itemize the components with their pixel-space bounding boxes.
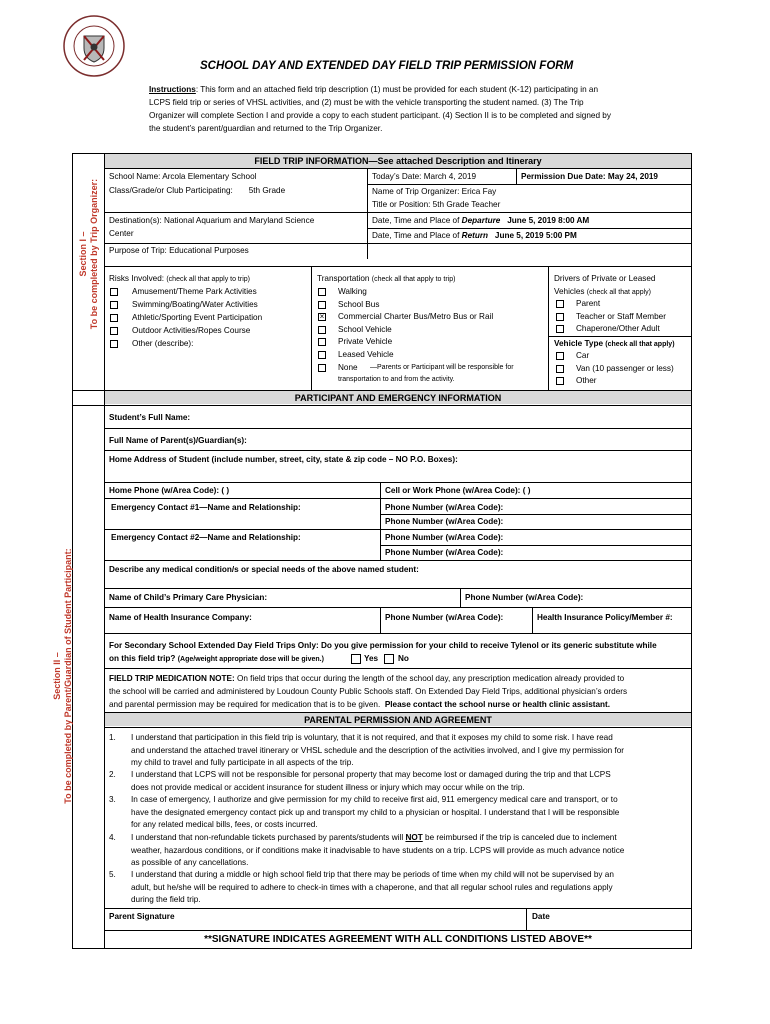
- vehicle-type-title: [554, 339, 675, 350]
- medication-note-text-3: and parental permission may be required for medication that is to be given.: [109, 700, 381, 709]
- tylenol-question-2: [109, 654, 324, 665]
- medication-note-line-1: [109, 674, 624, 684]
- section-2-title: Section II –: [52, 652, 62, 700]
- drivers-label: Vehicles: [554, 287, 585, 296]
- instructions-line-4: the student’s parent/guardian and returned to the Trip Organizer.: [149, 124, 383, 133]
- insurance-policy-field[interactable]: Health Insurance Policy/Member #:: [537, 613, 673, 622]
- instructions-text-1: : This form and an attached field trip description (1) must be provided for each student (K-12) participating in an: [195, 85, 599, 94]
- home-address-field[interactable]: Home Address of Student (include number, street, city, state & zip code – NO P.O. Boxes):: [109, 455, 458, 464]
- medical-condition-field[interactable]: Describe any medical condition/s or special needs of the above named student:: [109, 565, 419, 574]
- transport-label: Transportation: [317, 274, 370, 283]
- destination-line-1: Destination(s): National Aquarium and Maryland Science: [109, 216, 315, 225]
- agreement-item-number: 2.: [109, 770, 116, 779]
- section-1-subtitle: To be completed by Trip Organizer:: [89, 178, 99, 330]
- section-2-subtitle: To be completed by Parent/Guardian of Student Participant:: [63, 548, 73, 804]
- field-trip-info-header: FIELD TRIP INFORMATION—See attached Description and Itinerary: [254, 156, 542, 166]
- agreement-not-emphasis: NOT: [405, 833, 423, 842]
- agreement-item-text: my child to travel and fully participate in all aspects of the trip.: [131, 758, 354, 767]
- medication-note-text-1: On field trips that occur during the length of the school day, any prescription medication already provided to: [234, 674, 625, 683]
- drivers-title-2: [554, 287, 651, 298]
- vehicle-type-label: Other: [576, 376, 597, 385]
- participant-info-header: PARTICIPANT AND EMERGENCY INFORMATION: [294, 393, 502, 403]
- vehicle-type-checkbox[interactable]: [556, 377, 564, 385]
- agreement-item-number: 4.: [109, 833, 116, 842]
- section-2-side-label: [52, 526, 74, 826]
- instructions-line-3: Organizer will complete Section I and provide a copy to each student participant. (4) Section II is to be completed and signed by: [149, 111, 611, 120]
- risks-note: (check all that apply to trip): [166, 276, 250, 283]
- trip-organizer-title: Title or Position: 5th Grade Teacher: [372, 200, 501, 209]
- medication-note-contact: Please contact the school nurse or health clinic assistant.: [384, 700, 611, 709]
- agreement-item-number: 3.: [109, 795, 116, 804]
- school-seal-logo: [62, 14, 126, 78]
- transport-checkbox[interactable]: [318, 326, 326, 334]
- emergency-2-phone-b[interactable]: Phone Number (w/Area Code):: [385, 548, 504, 557]
- driver-checkbox[interactable]: [556, 313, 564, 321]
- return-info: [372, 231, 577, 241]
- agreement-item-text: I understand that during a middle or high school field trip that there may be periods of time when my child will not be supervised by an: [131, 870, 614, 879]
- risks-label: Risks Involved:: [109, 274, 165, 283]
- agreement-item-number: 1.: [109, 733, 116, 742]
- instructions-label: Instructions: [149, 85, 196, 94]
- tylenol-question-1: For Secondary School Extended Day Field Trips Only: Do you give permission for your child to receive Tylenol or its generic substitute while: [109, 641, 657, 650]
- transport-checkbox[interactable]: ×: [319, 312, 325, 322]
- parental-agreement-header: PARENTAL PERMISSION AND AGREEMENT: [304, 715, 492, 725]
- transport-label: None: [338, 362, 358, 372]
- agreement-item-text: and understand the attached travel itinerary or VHSL schedule and the description of the activities involved, and I give my permission for: [131, 745, 625, 755]
- agreement-item-number: 5.: [109, 870, 116, 879]
- transport-label: School Bus: [338, 299, 380, 309]
- class-grade-value: 5th Grade: [248, 186, 286, 195]
- agreement-item-text: does not provide medical or accident insurance for student illness or injury which may occur while on the trip.: [131, 782, 525, 792]
- driver-label: Chaperone/Other Adult: [576, 324, 660, 333]
- driver-checkbox[interactable]: [556, 300, 564, 308]
- driver-label: Teacher or Staff Member: [576, 311, 666, 321]
- tylenol-no-label: No: [398, 654, 409, 663]
- todays-date: Today’s Date: March 4, 2019: [372, 172, 477, 181]
- medication-note-line-3: [109, 700, 610, 710]
- section-1-side-label: [78, 156, 100, 352]
- vehicle-type-label: Vehicle Type: [554, 339, 603, 348]
- transport-label: Leased Vehicle: [338, 350, 394, 359]
- insurance-field[interactable]: Name of Health Insurance Company:: [109, 613, 252, 622]
- agreement-item-text: I understand that LCPS will not be responsible for personal property that may become lost or damaged during the trip and that LCPS: [131, 770, 611, 779]
- class-grade-label: Class/Grade/or Club Participating:: [109, 186, 233, 195]
- physician-field[interactable]: Name of Child’s Primary Care Physician:: [109, 593, 268, 602]
- return-value: June 5, 2019 5:00 PM: [494, 231, 577, 240]
- departure-label: Date, Time and Place of: [372, 216, 460, 225]
- tylenol-question-text: on this field trip?: [109, 654, 176, 663]
- student-name-field[interactable]: Student’s Full Name:: [109, 413, 191, 422]
- transport-checkbox[interactable]: [318, 364, 326, 372]
- transport-checkbox[interactable]: [318, 338, 326, 346]
- vehicle-type-note: (check all that apply): [605, 341, 675, 348]
- vehicle-type-checkbox[interactable]: [556, 365, 564, 373]
- emergency-1-phone-a[interactable]: Phone Number (w/Area Code):: [385, 503, 504, 512]
- drivers-title-1: Drivers of Private or Leased: [554, 274, 656, 283]
- departure-info: [372, 216, 589, 226]
- risk-label: Outdoor Activities/Ropes Course: [132, 326, 251, 335]
- transport-checkbox[interactable]: [318, 288, 326, 296]
- instructions-line-2: LCPS field trip or series of VHSL activities, and (2) must be with the vehicle transporting the student named. (3) The Trip: [149, 98, 584, 107]
- departure-word: Departure: [461, 216, 501, 225]
- transport-label: Private Vehicle: [338, 337, 393, 347]
- form-title: SCHOOL DAY AND EXTENDED DAY FIELD TRIP PERMISSION FORM: [200, 60, 574, 72]
- tylenol-yes-checkbox[interactable]: [351, 654, 361, 664]
- risk-checkbox[interactable]: [110, 288, 118, 296]
- tylenol-yes-label: Yes: [364, 654, 379, 663]
- agreement-item-text: I understand that participation in this field trip is voluntary, that it is not required, and that it exposes my child to some risk. I have read: [131, 733, 613, 742]
- trip-organizer-name: Name of Trip Organizer: Erica Fay: [372, 187, 497, 196]
- transport-checkbox[interactable]: [318, 301, 326, 309]
- risk-label: Amusement/Theme Park Activities: [132, 287, 257, 296]
- agreement-item-text: during the field trip.: [131, 895, 201, 904]
- agreement-item-text: have the designated emergency contact pick up and transport my child to a physician or hospital. I understand that I will be responsible: [131, 807, 620, 817]
- driver-checkbox[interactable]: [556, 325, 564, 333]
- vehicle-type-label: Van (10 passenger or less): [576, 363, 674, 373]
- risk-checkbox[interactable]: [110, 314, 118, 322]
- risk-label: Swimming/Boating/Water Activities: [132, 300, 258, 309]
- risk-label: Athletic/Sporting Event Participation: [132, 313, 263, 322]
- parent-name-field[interactable]: Full Name of Parent(s)/Guardian(s):: [109, 436, 247, 445]
- purpose-of-trip: Purpose of Trip: Educational Purposes: [109, 246, 249, 255]
- risk-checkbox[interactable]: [110, 327, 118, 335]
- transport-label: School Vehicle: [338, 324, 392, 334]
- insurance-phone-field[interactable]: Phone Number (w/Area Code):: [385, 613, 504, 622]
- driver-label: Parent: [576, 299, 601, 308]
- transport-note: (check all that apply to trip): [371, 276, 456, 283]
- section-1-title: Section I –: [78, 231, 88, 277]
- none-note-line-2: transportation to and from the activity.: [338, 376, 455, 383]
- agreement-item-text: adult, but he/she will be required to adhere to check-in times with a chaperone, and that all regular school rules and regulations apply: [131, 882, 613, 892]
- medication-note-line-2: the school will be carried and administered by Loudoun County Public Schools staff. On Extended Day Field Trips, additional physician’s orders: [109, 687, 628, 696]
- agreement-item-text: for any related medical bills, fees, or costs incurred.: [131, 820, 318, 829]
- vehicle-type-label: Car: [576, 351, 590, 360]
- risk-label: Other (describe):: [132, 339, 194, 348]
- agreement-item-text: In case of emergency, I authorize and give permission for my child to receive first aid, 911 emergency medical care and transport, or to: [131, 795, 618, 804]
- risk-checkbox[interactable]: [110, 301, 118, 309]
- medication-note-title: FIELD TRIP MEDICATION NOTE:: [109, 674, 235, 683]
- transport-label: Commercial Charter Bus/Metro Bus or Rail: [338, 312, 494, 322]
- permission-due-date: Permission Due Date: May 24, 2019: [521, 172, 658, 181]
- school-name: School Name: Arcola Elementary School: [109, 172, 257, 181]
- risks-title: [109, 274, 250, 285]
- class-grade: [109, 186, 285, 196]
- destination-line-2: Center: [109, 229, 134, 238]
- date-field[interactable]: Date: [532, 912, 550, 921]
- agreement-item-text: I understand that non-refundable tickets purchased by parents/students will NOT be reimbursed if the trip is canceled due to inclement: [131, 833, 617, 842]
- transport-label: Walking: [338, 287, 367, 296]
- transport-title: [317, 274, 455, 285]
- departure-value: June 5, 2019 8:00 AM: [507, 216, 590, 225]
- agreement-item-text: as possible of any cancellations.: [131, 858, 249, 867]
- tylenol-no-checkbox[interactable]: [384, 654, 394, 664]
- emergency-1-phone-b[interactable]: Phone Number (w/Area Code):: [385, 517, 504, 526]
- none-note-line-1: —Parents or Participant will be responsible for: [370, 364, 514, 371]
- drivers-note: (check all that apply): [586, 289, 651, 296]
- parent-signature-field[interactable]: Parent Signature: [109, 912, 175, 921]
- signature-agreement-footer: **SIGNATURE INDICATES AGREEMENT WITH ALL CONDITIONS LISTED ABOVE**: [204, 934, 592, 945]
- return-word: Return: [461, 231, 489, 240]
- home-phone-field[interactable]: Home Phone (w/Area Code): ( ): [109, 486, 230, 495]
- emergency-2-phone-a[interactable]: Phone Number (w/Area Code):: [385, 533, 504, 542]
- emergency-contact-2-field[interactable]: Emergency Contact #2—Name and Relationship:: [111, 533, 301, 542]
- agreement-item-text: weather, hazardous conditions, or if conditions make it inadvisable to have students on a trip. LCPS will provide as much advance notice: [131, 845, 625, 855]
- tylenol-note: (Age/weight appropriate dose will be given.): [177, 656, 324, 663]
- emergency-contact-1-field[interactable]: Emergency Contact #1—Name and Relationship:: [111, 503, 301, 512]
- return-label: Date, Time and Place of: [372, 231, 460, 240]
- risk-checkbox[interactable]: [110, 340, 118, 348]
- physician-phone-field[interactable]: Phone Number (w/Area Code):: [465, 593, 584, 602]
- transport-checkbox[interactable]: [318, 351, 326, 359]
- vehicle-type-checkbox[interactable]: [556, 352, 564, 360]
- instructions-line-1: [149, 85, 598, 95]
- cell-phone-field[interactable]: Cell or Work Phone (w/Area Code): ( ): [385, 486, 531, 495]
